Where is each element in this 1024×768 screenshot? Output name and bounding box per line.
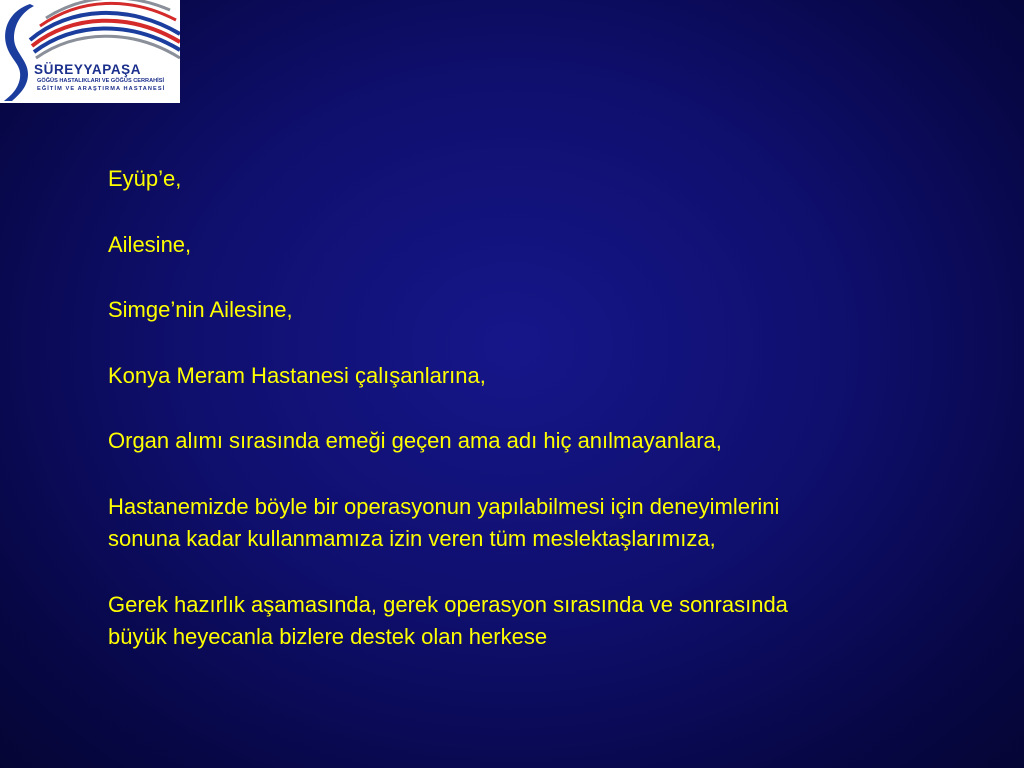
paragraph	[108, 589, 1008, 654]
text-line: Konya Meram Hastanesi çalışanlarına,	[108, 362, 486, 388]
text-line: Ailesine,	[108, 231, 192, 257]
paragraph	[108, 425, 1008, 458]
text-line: sonuna kadar kullanmamıza izin veren tüm meslektaşlarımıza,	[108, 526, 716, 551]
paragraph	[108, 163, 1008, 196]
logo-subtitle-1: GÖĞÜS HASTALIKLARI VE GÖĞÜS CERRAHİSİ	[37, 78, 165, 84]
text-line: Gerek hazırlık aşamasında, gerek operasyon sırasında ve sonrasında	[108, 591, 788, 617]
acknowledgement-text	[108, 163, 1008, 654]
paragraph	[108, 360, 1008, 393]
text-line: büyük heyecanla bizlere destek olan herkese	[108, 624, 548, 649]
paragraph	[108, 491, 1008, 556]
paragraph	[108, 294, 1008, 327]
hospital-logo	[0, 0, 180, 103]
logo-name: SÜREYYAPAŞA	[34, 62, 142, 77]
text-line: Hastanemizde böyle bir operasyonun yapılabilmesi için deneyimlerini	[108, 493, 780, 519]
text-line: Simge’nin Ailesine,	[108, 297, 293, 322]
text-line: Eyüp’e,	[108, 166, 182, 191]
logo-subtitle-2: EĞİTİM VE ARAŞTIRMA HASTANESİ	[37, 86, 166, 92]
text-line: Organ alımı sırasında emeği geçen ama adı hiç anılmayanlara,	[108, 428, 722, 453]
paragraph	[108, 229, 1008, 262]
